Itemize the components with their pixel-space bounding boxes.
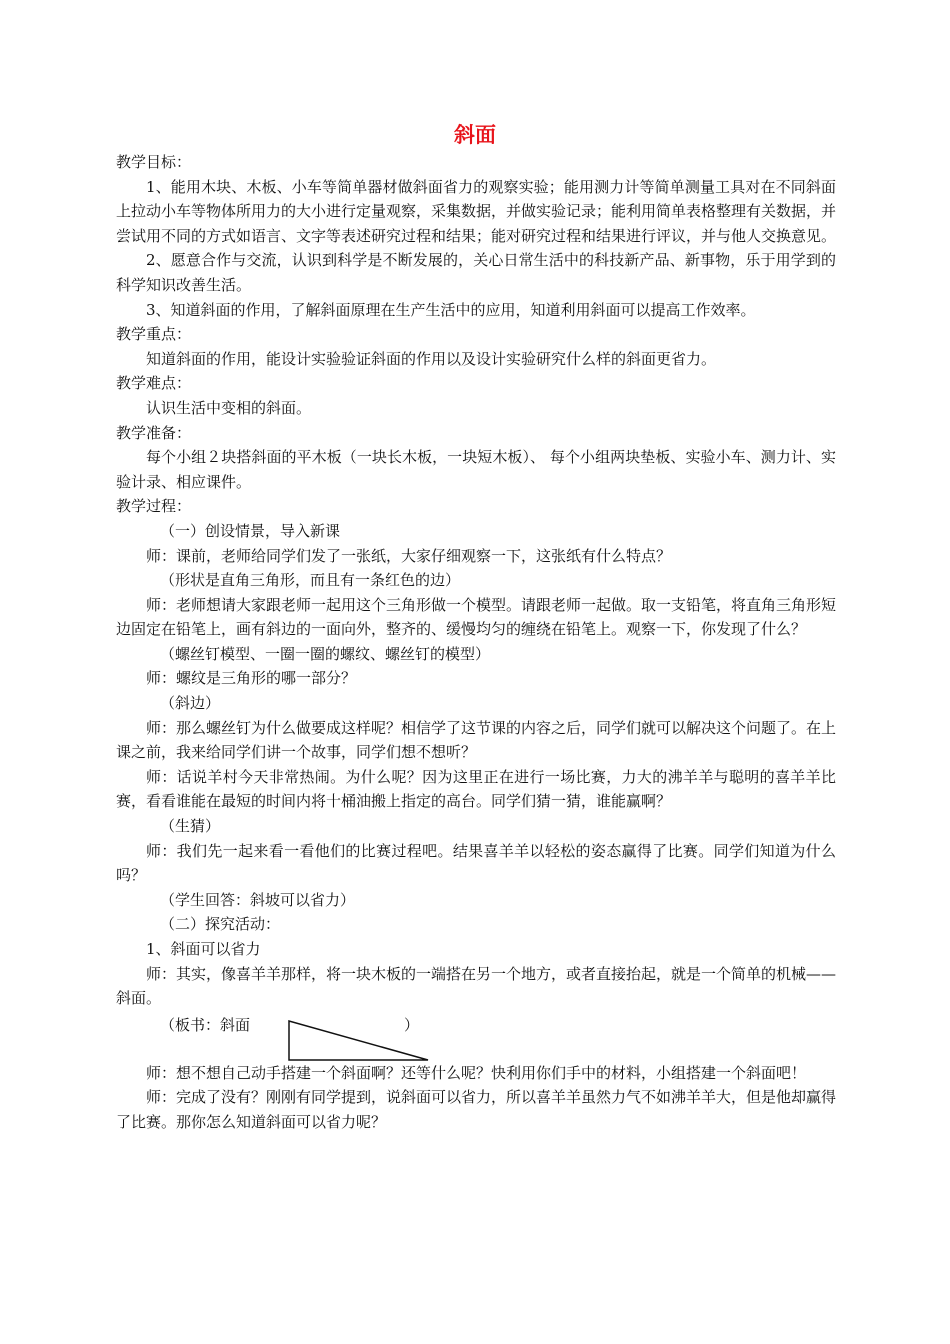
document-body bbox=[116, 150, 836, 1135]
board-writing bbox=[116, 1011, 836, 1061]
student-answer: （螺丝钉模型、一圈一圈的螺纹、螺丝钉的模型） bbox=[160, 644, 491, 663]
paragraph: 师：话说羊村今天非常热闹。为什么呢？因为这里正在进行一场比赛，力大的沸羊羊与聪明的喜羊羊比赛，看看谁能在最短的时间内将十桶油搬上指定的高台。同学们猜一猜，谁能赢啊？ bbox=[116, 767, 836, 811]
objective-2: 2、愿意合作与交流，认识到科学是不断发展的，关心日常生活中的科技新产品、新事物，乐于用学到的科学知识改善生活。 bbox=[116, 251, 836, 294]
document-title: 斜面 bbox=[454, 123, 496, 147]
board-close: ） bbox=[404, 1015, 420, 1034]
objective-3: 3、知道斜面的作用，了解斜面原理在生产生活中的应用，知道利用斜面可以提高工作效率。 bbox=[146, 300, 756, 319]
student-answer: （斜边） bbox=[160, 694, 221, 713]
key-text: 知道斜面的作用，能设计实验验证斜面的作用以及设计实验研究什么样的斜面更省力。 bbox=[146, 349, 717, 368]
subsection-heading: 1、斜面可以省力 bbox=[146, 940, 261, 958]
paragraph: 师：螺纹是三角形的哪一部分？ bbox=[146, 669, 357, 688]
paragraph: 师：我们先一起来看一看他们的比赛过程吧。结果喜羊羊以轻松的姿态赢得了比赛。同学们知道为什么吗？ bbox=[116, 841, 836, 885]
student-answer: （形状是直角三角形，而且有一条红色的边） bbox=[160, 571, 461, 590]
step-2-heading: （二）探究活动： bbox=[160, 915, 281, 934]
prep-heading: 教学准备： bbox=[116, 423, 192, 442]
paragraph: 师：其实，像喜羊羊那样，将一块木板的一端搭在另一个地方，或者直接抬起，就是一个简单的机械——斜面。 bbox=[116, 964, 837, 1008]
student-answer: （生猜） bbox=[160, 817, 221, 836]
paragraph: 师：想不想自己动手搭建一个斜面啊？还等什么呢？快利用你们手中的材料，小组搭建一个斜面吧！ bbox=[146, 1063, 807, 1082]
process-heading: 教学过程： bbox=[116, 497, 192, 516]
objectives-heading: 教学目标： bbox=[116, 153, 192, 171]
paragraph: 师：课前，老师给同学们发了一张纸，大家仔细观察一下，这张纸有什么特点？ bbox=[146, 546, 672, 565]
board-label: （板书：斜面 bbox=[160, 1015, 251, 1034]
difficulty-heading: 教学难点： bbox=[116, 374, 192, 393]
paragraph: 师：老师想请大家跟老师一起用这个三角形做一个模型。请跟老师一起做。取一支铅笔，将直角三角形短边固定在铅笔上，画有斜边的一面向外，整齐的、缓慢均匀的缠绕在铅笔上。观察一下，你发现了什么？ bbox=[116, 595, 837, 639]
paragraph: 师：那么螺丝钉为什么做要成这样呢？相信学了这节课的内容之后，同学们就可以解决这个问题了。在上课之前，我来给同学们讲一个故事，同学们想不想听？ bbox=[116, 718, 837, 762]
objective-1: 1、能用木块、木板、小车等简单器材做斜面省力的观察实验；能用测力计等简单测量工具对在不同斜面上拉动小车等物体所用力的大小进行定量观察，采集数据，并做实验记录；能利用简单表格整理有关数据，并尝试用不同的方式如语言、文字等表述研究过程和结果；能对研究过程和结果进行评议，并与他人交换意见。 bbox=[116, 177, 837, 245]
step-1-heading: （一）创设情景，导入新课 bbox=[160, 521, 341, 540]
student-answer: （学生回答：斜坡可以省力） bbox=[160, 890, 356, 909]
difficulty-text: 认识生活中变相的斜面。 bbox=[146, 398, 312, 417]
paragraph: 师：完成了没有？刚刚有同学提到，说斜面可以省力，所以喜羊羊虽然力气不如沸羊羊大，但是他却赢得了比赛。那你怎么知道斜面可以省力呢？ bbox=[116, 1088, 837, 1131]
key-heading: 教学重点： bbox=[116, 325, 192, 344]
prep-text: 每个小组２块搭斜面的平木板（一块长木板，一块短木板）、 每个小组两块垫板、实验小车、测力计、实验计录、相应课件。 bbox=[116, 448, 836, 491]
